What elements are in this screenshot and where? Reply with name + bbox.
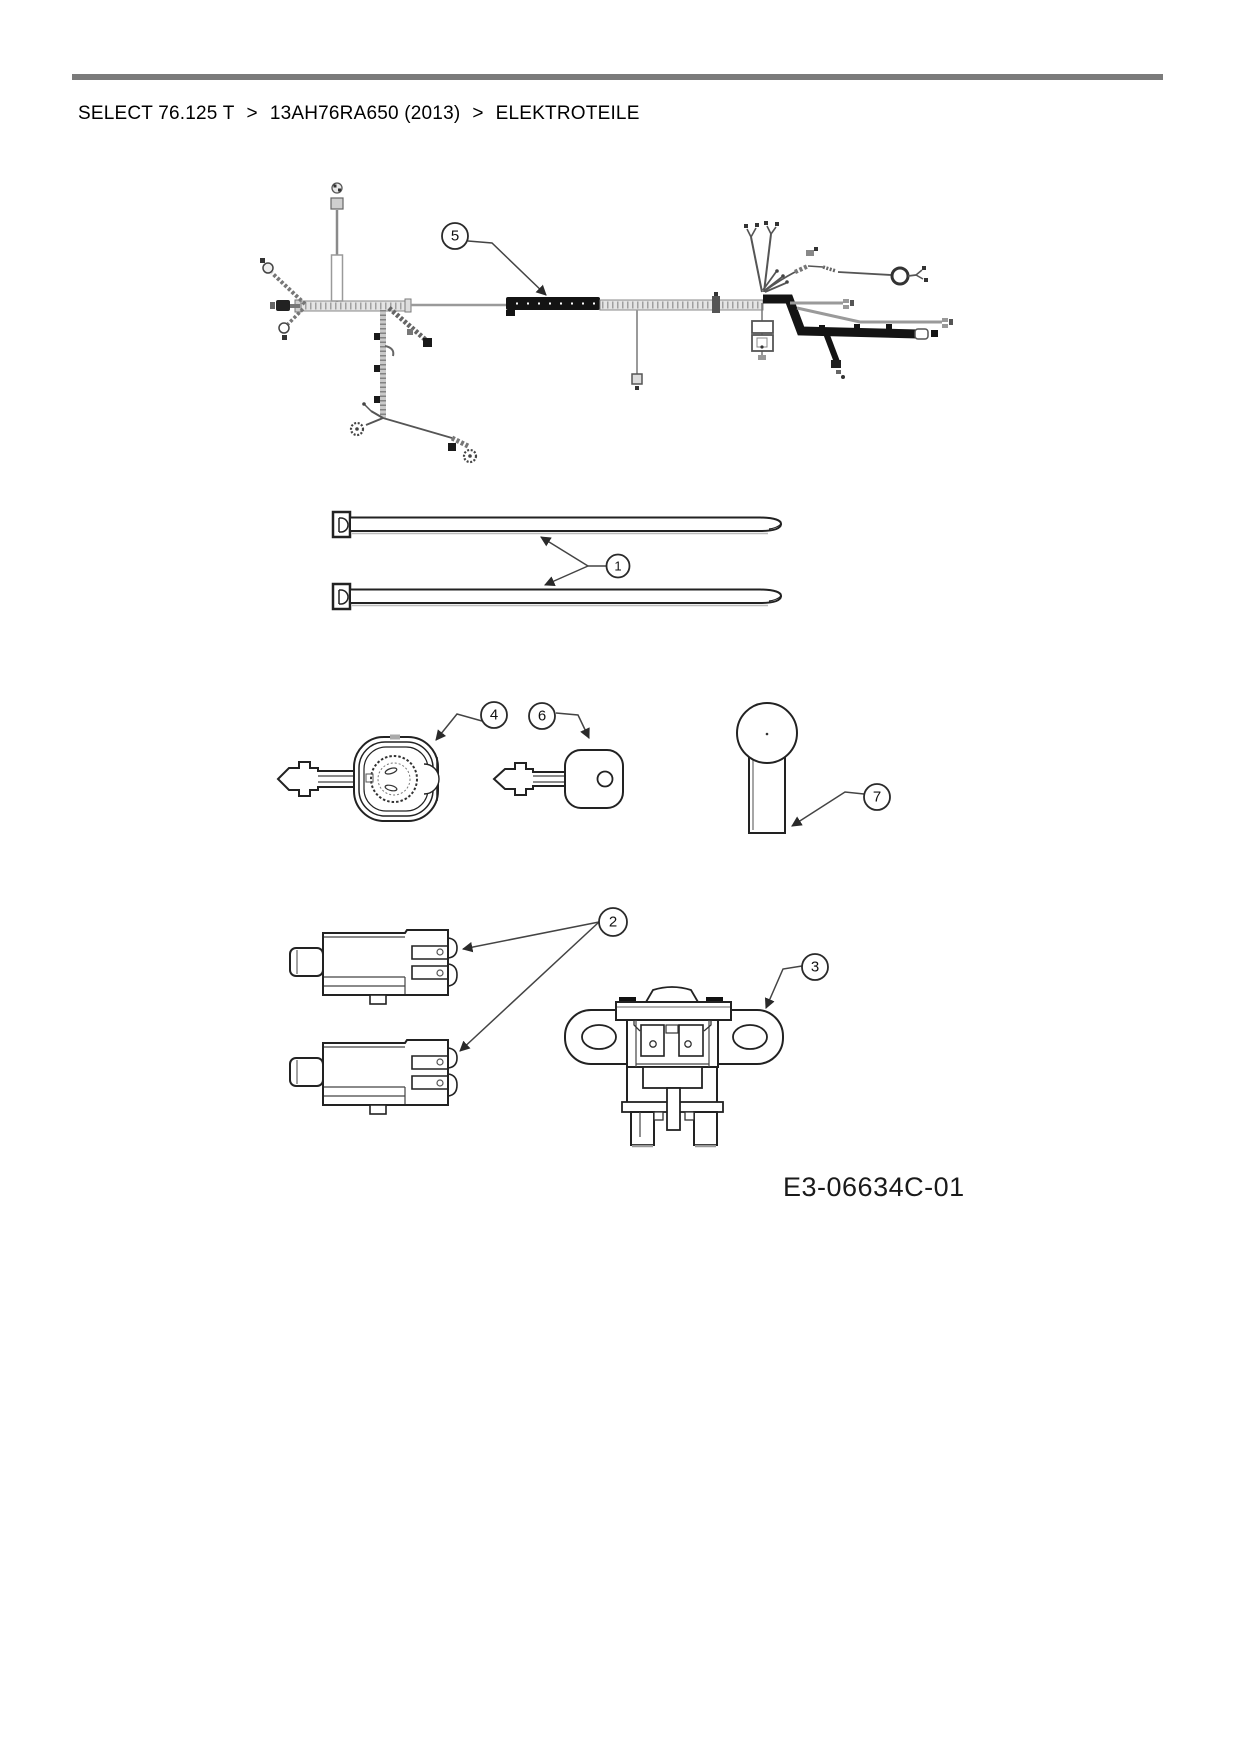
callout-4-label: 4 — [489, 706, 499, 724]
callout-5 — [442, 223, 546, 295]
breadcrumb-item-article[interactable]: 13AH76RA650 (2013) — [269, 103, 461, 124]
callout-3 — [766, 954, 828, 1008]
callout-7 — [792, 784, 890, 826]
relay-drawing — [565, 987, 783, 1146]
cable-tie-drawing — [333, 512, 781, 537]
callout-6-label: 6 — [537, 707, 547, 725]
callout-6 — [529, 703, 589, 738]
breadcrumb-separator: > — [246, 103, 258, 124]
callout-2-label: 2 — [608, 913, 618, 931]
callout-4 — [436, 702, 507, 740]
callout-3-label: 3 — [810, 958, 820, 976]
wiring-harness-drawing — [260, 183, 953, 462]
callout-7-label: 7 — [872, 788, 882, 806]
callout-1-label: 1 — [614, 558, 622, 574]
spare-key-drawing — [494, 750, 623, 808]
connector-drawing — [290, 930, 457, 1004]
breadcrumb-item-model[interactable]: SELECT 76.125 T — [78, 103, 235, 124]
breadcrumb-separator: > — [472, 103, 484, 124]
knob-drawing — [737, 703, 797, 833]
ignition-key-drawing — [278, 735, 439, 822]
cable-tie-drawing — [333, 584, 781, 609]
callout-1 — [541, 537, 630, 585]
drawing-number: E3-06634C-01 — [783, 1172, 965, 1202]
breadcrumb-item-section: ELEKTROTEILE — [495, 103, 640, 124]
connector-drawing — [290, 1040, 457, 1114]
callout-5-label: 5 — [450, 227, 460, 245]
